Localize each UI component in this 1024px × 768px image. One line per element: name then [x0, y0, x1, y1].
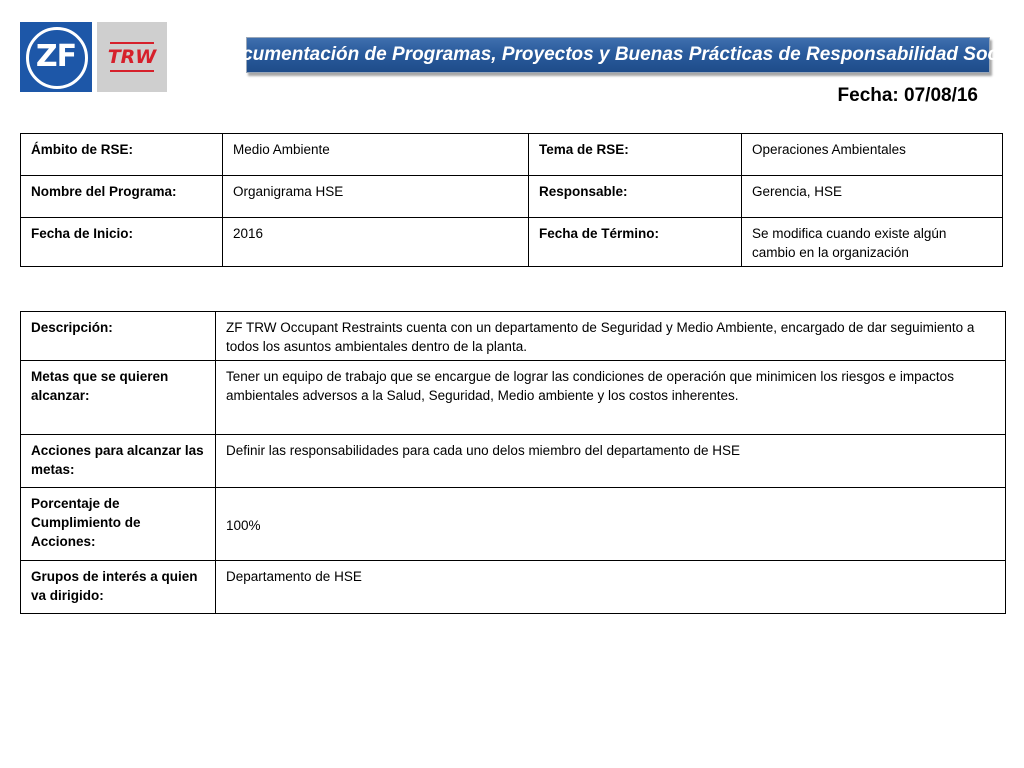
document-date: Fecha: 07/08/16: [837, 85, 978, 106]
trw-logo-text: TRW: [107, 46, 157, 68]
porcentaje-value: 100%: [216, 488, 1006, 561]
table-row: [21, 561, 1006, 614]
table-row: [21, 361, 1006, 435]
grupos-label: Grupos de interés a quien va dirigido:: [21, 561, 216, 614]
fecha-inicio-label: Fecha de Inicio:: [21, 218, 223, 267]
fecha-termino-value: Se modifica cuando existe algún cambio en la organización: [742, 218, 1003, 267]
programa-value: Organigrama HSE: [223, 176, 529, 218]
responsable-value: Gerencia, HSE: [742, 176, 1003, 218]
table-row: [21, 218, 1003, 267]
programa-label: Nombre del Programa:: [21, 176, 223, 218]
responsable-label: Responsable:: [529, 176, 742, 218]
table-row: [21, 435, 1006, 488]
page-title: Documentación de Programas, Proyectos y Buenas Prácticas de Responsabilidad Social: [246, 37, 990, 73]
table-row: [21, 312, 1006, 361]
trw-logo: [97, 22, 167, 92]
acciones-value: Definir las responsabilidades para cada uno delos miembro del departamento de HSE: [216, 435, 1006, 488]
detail-table: [20, 311, 1006, 614]
descripcion-value: ZF TRW Occupant Restraints cuenta con un departamento de Seguridad y Medio Ambiente, encargado de dar seguimiento a todos los asuntos ambientales dentro de la planta.: [216, 312, 1006, 361]
ambito-label: Ámbito de RSE:: [21, 134, 223, 176]
metas-value: Tener un equipo de trabajo que se encargue de lograr las condiciones de operación que minimicen los riesgos e impactos ambientales adversos a la Salud, Seguridad, Medio ambiente y los costos inherentes.: [216, 361, 1006, 435]
trw-logo-bar-top: [110, 42, 154, 44]
metas-label: Metas que se quieren alcanzar:: [21, 361, 216, 435]
table-row: [21, 488, 1006, 561]
table-row: [21, 134, 1003, 176]
table-row: [21, 176, 1003, 218]
zf-logo-text: ZF: [35, 39, 77, 74]
ambito-value: Medio Ambiente: [223, 134, 529, 176]
fecha-termino-label: Fecha de Término:: [529, 218, 742, 267]
tema-value: Operaciones Ambientales: [742, 134, 1003, 176]
grupos-value: Departamento de HSE: [216, 561, 1006, 614]
fecha-inicio-value: 2016: [223, 218, 529, 267]
descripcion-label: Descripción:: [21, 312, 216, 361]
tema-label: Tema de RSE:: [529, 134, 742, 176]
zf-logo: [20, 22, 92, 92]
summary-table: [20, 133, 1003, 267]
porcentaje-label: Porcentaje de Cumplimiento de Acciones:: [21, 488, 216, 561]
acciones-label: Acciones para alcanzar las metas:: [21, 435, 216, 488]
trw-logo-bar-bottom: [110, 70, 154, 72]
